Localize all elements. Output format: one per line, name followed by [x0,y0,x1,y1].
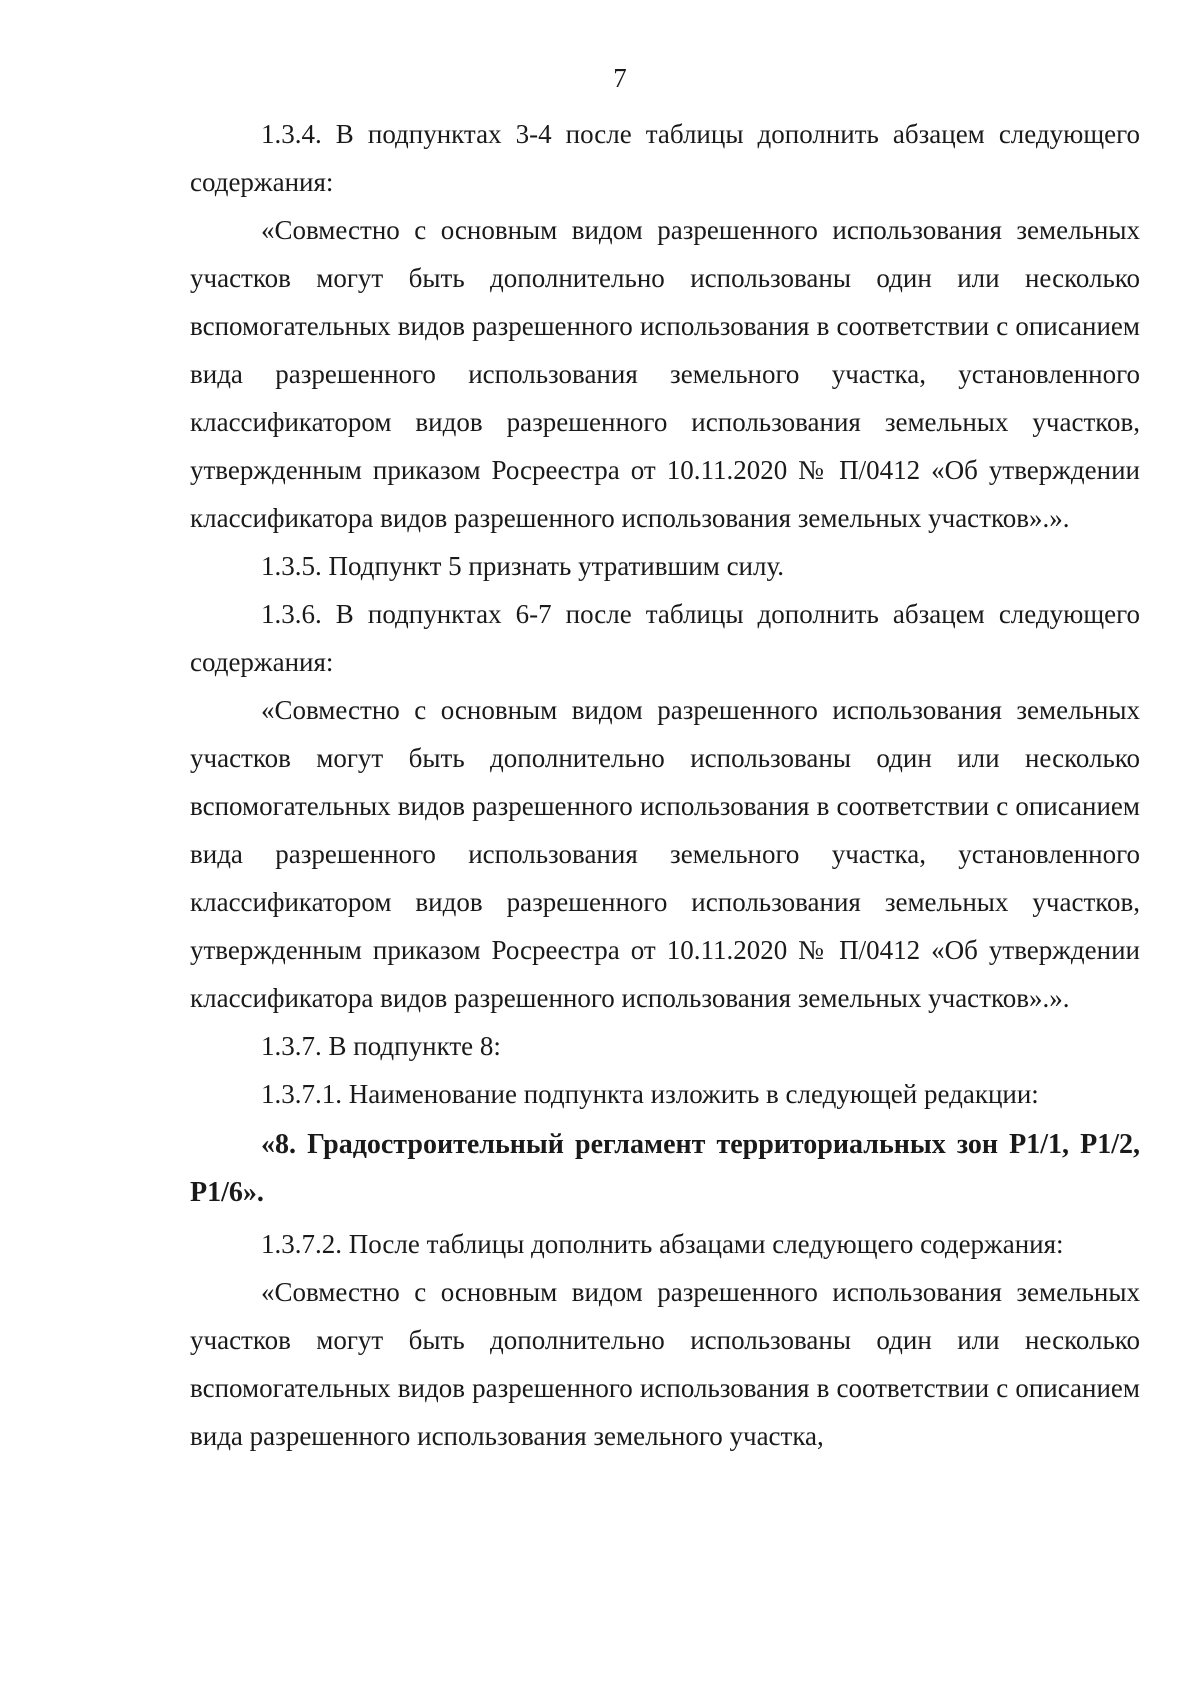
paragraph-1-3-7-2: 1.3.7.2. После таблицы дополнить абзацами следующего содержания: [261,1229,1064,1259]
paragraph-1-3-4: 1.3.4. В подпунктах 3-4 после таблицы дополнить абзацем следующего содержания: [190,119,1140,197]
paragraph-quote-1: «Совместно с основным видом разрешенного использования земельных участков могут быть дополнительно использованы один или несколько вспомогательных видов разрешенного использования в соответствии с описанием вида разрешенного использования земельного участка, установленного классификатором видов разрешенного использования земельных участков, утвержденным приказом Росреестра от 10.11.2020 № П/0412 «Об утверждении классификатора видов разрешенного использования земельных участков».». [190,215,1140,533]
paragraph-1-3-7: 1.3.7. В подпункте 8: [261,1031,501,1061]
section-heading-8: «8. Градостроительный регламент территориальных зон Р1/1, Р1/2, Р1/6». [190,1129,1140,1208]
paragraph-quote-3: «Совместно с основным видом разрешенного использования земельных участков могут быть дополнительно использованы один или несколько вспомогательных видов разрешенного использования в соответствии с описанием вида разрешенного использования земельного участка, [190,1277,1140,1451]
page-number: 7 [613,63,627,93]
document-body [190,110,1140,1460]
paragraph-1-3-7-1: 1.3.7.1. Наименование подпункта изложить в следующей редакции: [261,1079,1039,1109]
paragraph-quote-2: «Совместно с основным видом разрешенного использования земельных участков могут быть дополнительно использованы один или несколько вспомогательных видов разрешенного использования в соответствии с описанием вида разрешенного использования земельного участка, установленного классификатором видов разрешенного использования земельных участков, утвержденным приказом Росреестра от 10.11.2020 № П/0412 «Об утверждении классификатора видов разрешенного использования земельных участков».». [190,695,1140,1013]
paragraph-1-3-5: 1.3.5. Подпункт 5 признать утратившим силу. [261,551,785,581]
paragraph-1-3-6: 1.3.6. В подпунктах 6-7 после таблицы дополнить абзацем следующего содержания: [190,599,1140,677]
